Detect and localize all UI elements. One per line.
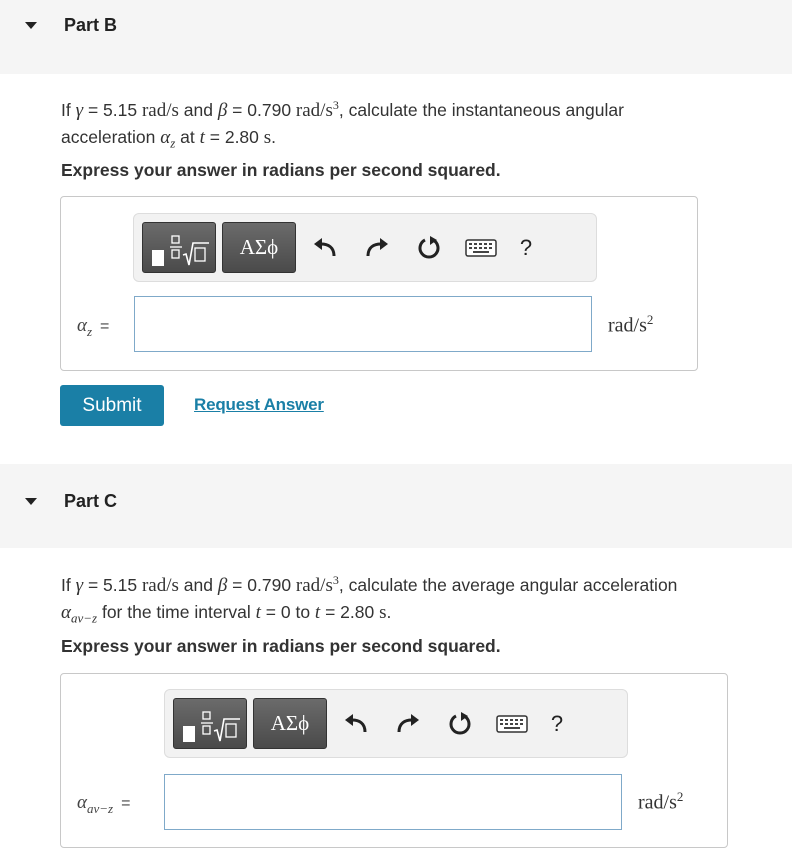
part-b-title: Part B (64, 15, 118, 35)
request-answer-link[interactable]: Request Answer (194, 395, 324, 414)
part-c-unit: rad/$s^2$ (638, 789, 684, 814)
part-c-question: If γ = 5.15 rad/s and β = 0.790 rad/$s^3$, calculate the average angular acceleration $\alpha_{av-z}$ for the time interval t = 0 to t = 2.80 s. (61, 573, 678, 626)
part-c-title: Part C (64, 491, 118, 511)
undo-arrow-icon[interactable] (310, 232, 340, 264)
help-button[interactable]: ? (519, 235, 533, 260)
greek-symbols-button[interactable]: ΑΣϕ (222, 222, 296, 273)
collapse-triangle-icon[interactable] (25, 498, 37, 505)
part-c-variable-label: $\alpha_{av-z}$ = (77, 792, 131, 816)
math-toolbar (164, 689, 628, 758)
collapse-triangle-icon[interactable] (25, 22, 37, 29)
reset-icon[interactable] (445, 708, 475, 740)
redo-arrow-icon[interactable] (362, 232, 392, 264)
keyboard-icon[interactable] (464, 232, 498, 264)
part-b-header[interactable] (0, 0, 792, 74)
part-c-answer-input[interactable] (164, 774, 622, 830)
submit-button[interactable]: Submit (60, 385, 164, 426)
undo-arrow-icon[interactable] (341, 708, 371, 740)
part-c-answer-box (60, 673, 728, 848)
part-b-instruction: Express your answer in radians per second squared. (61, 160, 501, 180)
part-b-unit: rad/$s^2$ (608, 312, 654, 337)
fraction-root-icon (143, 223, 217, 274)
redo-arrow-icon[interactable] (393, 708, 423, 740)
help-button[interactable]: ? (550, 711, 564, 736)
reset-icon[interactable] (414, 232, 444, 264)
part-b-question: If γ = 5.15 rad/s and β = 0.790 rad/$s^3$, calculate the instantaneous angular acceleration $\alpha_z$ at t = 2.80 s. (61, 98, 624, 151)
greek-symbols-button[interactable]: ΑΣϕ (253, 698, 327, 749)
part-b-variable-label: $\alpha_z$ = (77, 315, 110, 339)
templates-button[interactable] (173, 698, 247, 749)
part-b-answer-box (60, 196, 698, 371)
math-toolbar (133, 213, 597, 282)
part-c-instruction: Express your answer in radians per second squared. (61, 636, 501, 656)
fraction-root-icon (174, 699, 248, 750)
keyboard-icon[interactable] (495, 708, 529, 740)
part-b-answer-input[interactable] (134, 296, 592, 352)
part-c-header[interactable] (0, 464, 792, 548)
templates-button[interactable] (142, 222, 216, 273)
